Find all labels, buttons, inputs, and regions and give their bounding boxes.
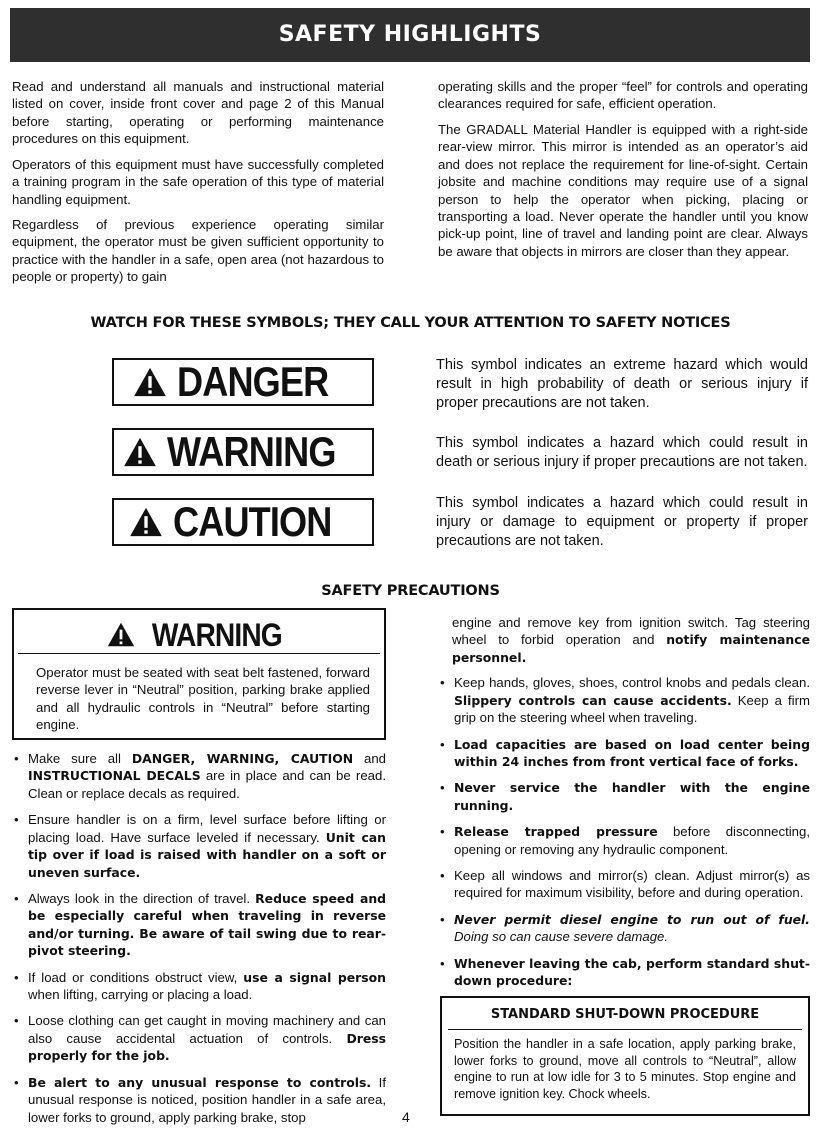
shutdown-title: STANDARD SHUT-DOWN PROCEDURE — [448, 998, 802, 1030]
shutdown-procedure-box — [440, 996, 810, 1116]
warning-triangle-icon — [123, 437, 157, 467]
warning-triangle-icon — [107, 622, 135, 647]
list-item: • Load capacities are based on load center being within 24 inches from front vertical face of forks. — [438, 736, 810, 771]
list-item: • Release trapped pressure before disconnecting, opening or removing any hydraulic component. — [438, 823, 810, 858]
warning-description: This symbol indicates a hazard which could result in death or serious injury if proper precautions are not taken. — [436, 435, 808, 470]
symbols-heading: WATCH FOR THESE SYMBOLS; THEY CALL YOUR ATTENTION TO SAFETY NOTICES — [90, 315, 731, 331]
warning-box-title — [18, 610, 380, 654]
list-item: • Never service the handler with the engine running. — [438, 779, 810, 814]
warning-box-heading: WARNING — [152, 616, 282, 653]
caution-word: CAUTION — [172, 498, 332, 545]
list-item: • Loose clothing can get caught in moving machinery and can also cause accidental actuation of controls. Dress properly for the job. — [12, 1012, 386, 1064]
page-number: 4 — [402, 1109, 410, 1125]
list-item: • Always look in the direction of travel. Reduce speed and be especially careful when traveling in reverse and/or turning. Be aware of tail swing due to rear-pivot steering. — [12, 890, 386, 960]
list-item: • If load or conditions obstruct view, use a signal person when lifting, carrying or placing a load. — [12, 969, 386, 1004]
warning-word: WARNING — [167, 428, 336, 475]
warning-symbol — [112, 428, 374, 476]
warning-triangle-icon — [129, 507, 163, 537]
left-precautions — [12, 750, 386, 1135]
shutdown-text: Position the handler in a safe location, apply parking brake, lower forks to ground, move all controls to “Neutral”, allow engine to run at low idle for 3 to 5 minutes. Stop engine and remove ignition key. Chock wheels. — [454, 1037, 796, 1101]
right-precautions — [438, 614, 810, 999]
list-item: • Be alert to any unusual response to controls. If unusual response is noticed, position handler in a safe area, lower forks to ground, apply parking brake, stop — [12, 1074, 386, 1126]
list-item: • Ensure handler is on a firm, level surface before lifting or placing load. Have surface leveled if necessary. Unit can tip over if load is raised with handler on a soft or uneven surface. — [12, 811, 386, 881]
intro-paragraph: The GRADALL Material Handler is equipped with a right-side rear-view mirror. This mirror is intended as an operator’s aid and does not replace the requirement for line-of-sight. Certain jobsite and machine conditions may require use of a signal person to help the operator when picking, placing or transporting a load. Never operate the handler until you know pick-up point, line of travel and landing point are clear. Always be aware that objects in mirrors are closer than they appear. — [438, 121, 808, 259]
intro-paragraph: Regardless of previous experience operating similar equipment, the operator must be given sufficient opportunity to practice with the handler in a safe, open area (not hazardous to people or property) to gain — [12, 216, 384, 285]
caution-description: This symbol indicates a hazard which could result in injury or damage to equipment or property if proper precautions are not taken. — [436, 495, 808, 549]
list-item: • Never permit diesel engine to run out of fuel. Doing so can cause severe damage. — [438, 911, 810, 946]
list-item: • Keep hands, gloves, shoes, control knobs and pedals clean. Slippery controls can cause accidents. Keep a firm grip on the steering wheel when traveling. — [438, 674, 810, 726]
list-item: • Keep all windows and mirror(s) clean. Adjust mirror(s) as required for maximum visibility, before and during operation. — [438, 867, 810, 902]
continued-paragraph: engine and remove key from ignition switch. Tag steering wheel to forbid operation and notify maintenance personnel. — [452, 615, 810, 665]
list-item: • Whenever leaving the cab, perform standard shut-down procedure: — [438, 955, 810, 990]
danger-symbol — [112, 358, 374, 406]
intro-paragraph: operating skills and the proper “feel” for controls and operating clearances required for safe, efficient operation. — [438, 79, 808, 112]
intro-paragraph: Read and understand all manuals and instructional material listed on cover, inside front cover and page 2 of this Manual before starting, operating or performing maintenance procedures on this equipment. — [12, 79, 384, 147]
page-banner: SAFETY HIGHLIGHTS — [10, 8, 810, 62]
warning-triangle-icon — [133, 367, 167, 397]
intro-right-column — [438, 78, 808, 268]
danger-word: DANGER — [176, 358, 329, 405]
precautions-heading: SAFETY PRECAUTIONS — [321, 583, 500, 599]
caution-symbol — [112, 498, 374, 546]
intro-paragraph: Operators of this equipment must have successfully completed a training program in the safe operation of this type of material handling equipment. — [12, 156, 384, 207]
warning-box-text: Operator must be seated with seat belt fastened, forward reverse lever in “Neutral” position, parking brake applied and all hydraulic controls in “Neutral” before starting engine. — [36, 665, 370, 733]
intro-left-column — [12, 78, 384, 294]
list-item: • Make sure all DANGER, WARNING, CAUTION and INSTRUCTIONAL DECALS are in place and can be read. Clean or replace decals as required. — [12, 750, 386, 802]
danger-description: This symbol indicates an extreme hazard which would result in high probability of death or serious injury if proper precautions are not taken. — [436, 357, 808, 411]
operator-warning-box — [12, 608, 386, 740]
